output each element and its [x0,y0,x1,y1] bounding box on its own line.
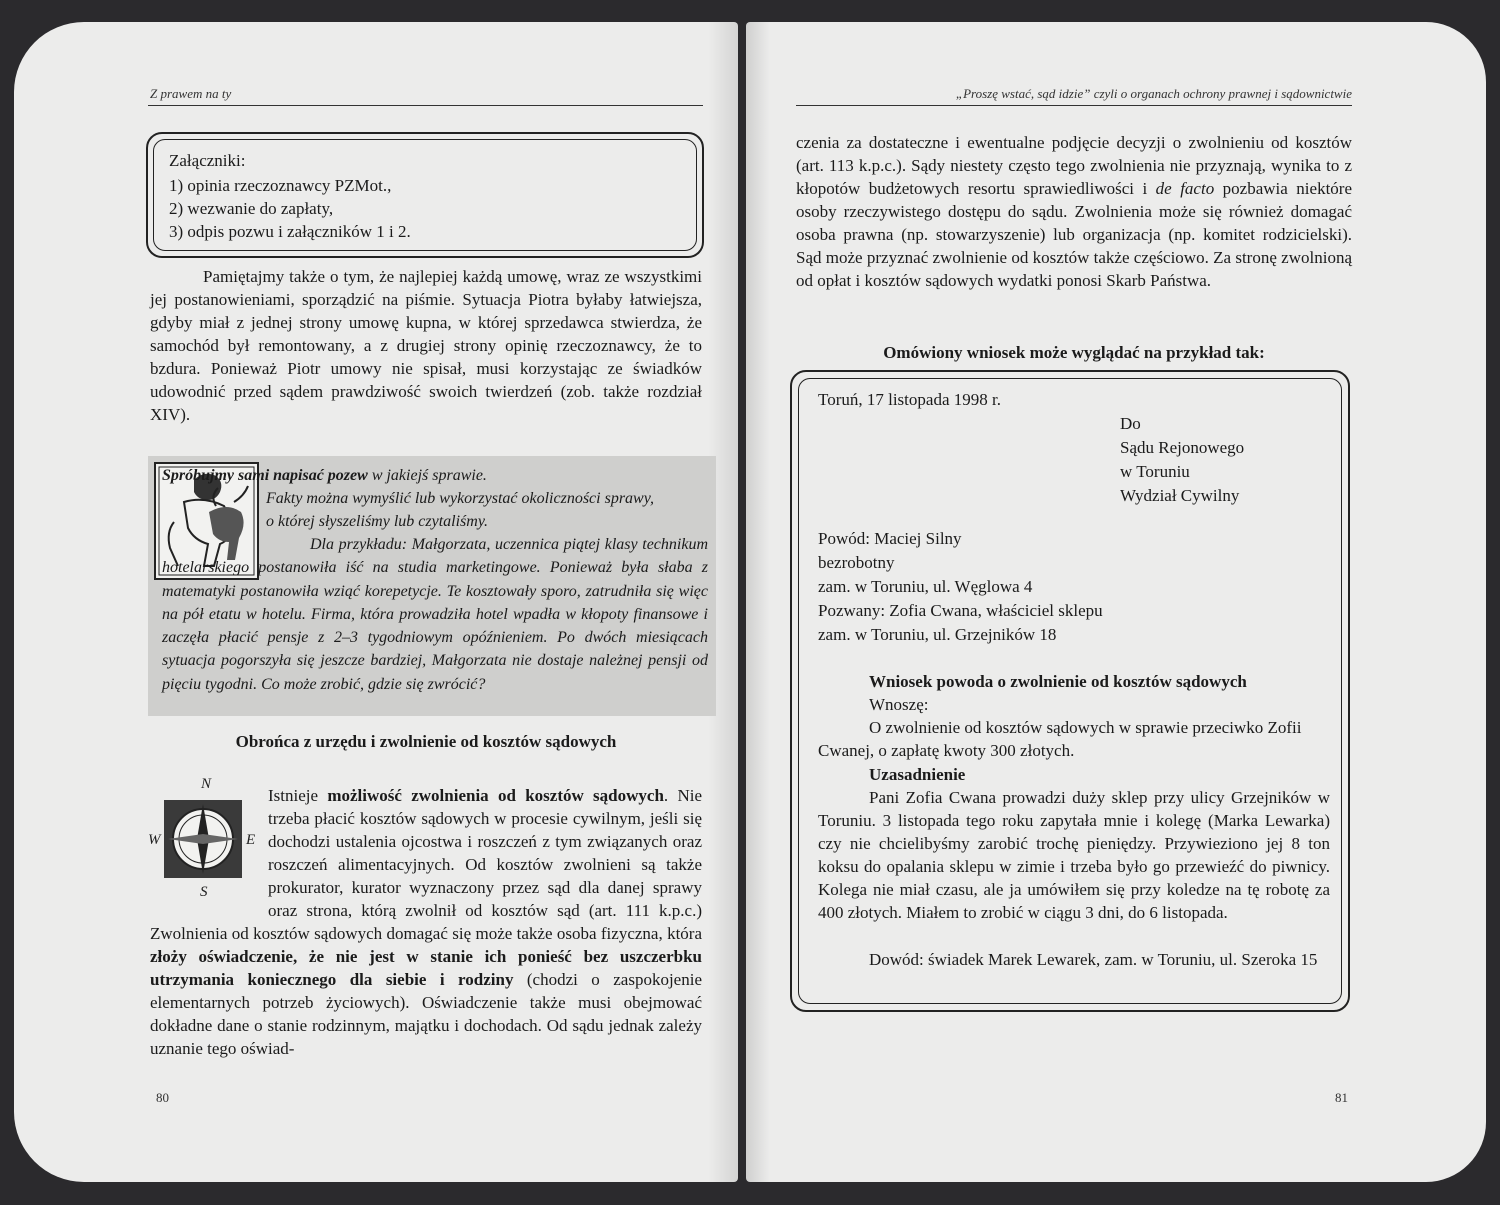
compass-e: E [246,832,256,848]
activity-example: Dla przykładu: Małgorzata, uczennica piątej klasy technikum hotelarskiego postanowiła iść na studia marketingowe. Ponieważ była słaba z matematyki postanowiła wziąć korepetycje. Te kosztowały sporo, zatrudniła się więc na pół etatu w hotelu. Firma, która prowadziła hotel wpadła w kłopoty finansowe i zaczęła płacić pensje z 2–3 tygodniowym opóźnieniem. Po dwóch miesiącach sytuacja pogorszyła się jeszcze bardziej, Małgorzata nie dostaje należnej pensji od pięciu tygodni. Co może zrobić, gdzie się zwrócić? [162,536,708,693]
activity-lead: Spróbujmy sami napisać pozew [162,467,368,484]
compass-n: N [201,776,212,792]
section-text [150,784,702,1060]
letter-addressee-4: Wydział Cywilny [1120,486,1240,505]
section-text-1: Istnieje [268,786,328,805]
exemption-italic: de facto [1155,179,1215,198]
paragraph-exemption [796,131,1352,292]
letter-addressee-3: w Toruniu [1120,462,1190,481]
gutter-shadow [746,22,770,1182]
letter-party-1: Powód: Maciej Silny [818,529,962,548]
section-text-2: . Nie trzeba płacić kosztów sądowych w procesie cywilnym, jeśli się dochodzi ustalenia ojcostwa i roszczeń z tym związanych oraz roszczeń alimentacyjnych. Od kosztów zwolnieni są także prokurator, kurator wyznaczony przez sąd dla danej sprawy oraz strona, którą zwolnił od kosztów sąd (art. 111 k.p.c.) Zwolnienia od kosztów sądowych domagać się może także osoba fizyczna, która [150,786,702,943]
letter-place-date: Toruń, 17 listopada 1998 r. [818,390,1001,409]
activity-line-3: o której słyszeliśmy lub czytaliśmy. [266,513,489,530]
letter-evidence: Dowód: świadek Marek Lewarek, zam. w Toruniu, ul. Szeroka 15 [869,950,1318,969]
letter-party-5: zam. w Toruniu, ul. Grzejników 18 [818,625,1057,644]
attachment-item-3: 3) odpis pozwu i załączników 1 i 2. [169,222,411,241]
letter-justification-text: Pani Zofia Cwana prowadzi duży sklep przy ulicy Grzejników w Toruniu. 3 listopada tego roku zapytała mnie i kolegę (Marka Lewarka) czy nie chcielibyśmy zarobić trochę pieniędzy. Przywieziono jej 8 ton koksu do opalania sklepu w zimie i trzeba było go przewieźć do piwnicy. Kolega nie miał czasu, ale ja umówiłem się przy koledze na tę robotę za 400 złotych. Miałem to zrobić w ciągu 3 dni, do 6 listopada. [818,788,1330,922]
section-bold-1: możliwość zwolnienia od kosztów sądowych [327,786,664,805]
letter-title: Wniosek powoda o zwolnienie od kosztów sądowych [869,672,1247,691]
letter-addressee-2: Sądu Rejonowego [1120,438,1245,457]
letter-request-text: O zwolnienie od kosztów sądowych w sprawie przeciwko Zofii Cwanej, o zapłatę kwoty 300 złotych. [818,718,1302,760]
exemption-text-2: pozbawia niektóre osoby rzeczywistego dostępu do sądu. Zwolnienia może się również domagać osoba prawna (np. stowarzyszenie) lub organizacja (np. komitet rodzicielski). Sąd może przyznać zwolnienie od kosztów także częściowo. Za stronę zwolnioną od opłat i kosztów sądowych wydatki ponosi Skarb Państwa. [796,179,1352,290]
section-text-3: (chodzi o zaspokojenie elementarnych potrzeb życiowych). Oświadczenie także musi obejmować dokładne dane o stanie rodzinnym, majątku i dochodach. Od sądu jednak zależy uznanie tego oświad- [150,970,702,1058]
page-number-left: 80 [156,1090,169,1105]
section-heading: Obrońca z urzędu i zwolnienie od kosztów sądowych [235,732,617,751]
letter-party-2: bezrobotny [818,553,895,572]
activity-line-2: Fakty można wymyślić lub wykorzystać okoliczności sprawy, [266,490,654,507]
exemption-text-1: czenia za dostateczne i ewentualne podjęcie decyzji o zwolnieniu od kosztów (art. 113 k.p.c.). Sądy niestety często tego zwolnienia nie przyznają, wynika to z kłopotów budżetowych resortu sprawiedliwości i [796,133,1352,198]
letter-request-label: Wnoszę: [869,695,929,714]
left-page [14,22,738,1182]
activity-lead-rest: w jakiejś sprawie. [367,467,487,484]
compass-s: S [200,884,208,899]
letter-addressee-1: Do [1120,414,1141,433]
running-header-left: Z prawem na ty [150,86,232,101]
page-number-right: 81 [1335,1090,1348,1105]
attachments-title: Załączniki: [169,151,246,170]
example-heading: Omówiony wniosek może wyglądać na przykład tak: [883,343,1265,362]
attachment-item-2: 2) wezwanie do zapłaty, [169,199,334,218]
activity-line-1 [162,464,712,487]
letter-justification-label: Uzasadnienie [869,765,966,784]
letter-party-4: Pozwany: Zofia Cwana, właściciel sklepu [818,601,1103,620]
header-rule [148,105,703,106]
attachment-item-1: 1) opinia rzeczoznawcy PZMot., [169,176,392,195]
paragraph-contracts: Pamiętajmy także o tym, że najlepiej każdą umowę, wraz ze wszystkimi jej postanowieniami, sporządzić na piśmie. Sytuacja Piotra byłaby łatwiejsza, gdyby miał z jednej strony umowę kupna, w której sprzedawca stwierdza, że samochód był remontowany, a z drugiej strony opinię rzeczoznawcy, że to bzdura. Ponieważ Piotr umowy nie spisał, musi korzystając ze świadków udowodnić przed sądem prawdziwość swoich twierdzeń (zob. także rozdział XIV). [150,267,702,424]
letter-party-3: zam. w Toruniu, ul. Węglowa 4 [818,577,1033,596]
running-header-right: „Proszę wstać, sąd idzie” czyli o organach ochrony prawnej i sądownictwie [955,86,1352,101]
compass-w: W [148,832,161,848]
header-rule [796,105,1352,106]
right-page [746,22,1486,1182]
section-bold-2: złoży oświadczenie, że nie jest w stanie ich ponieść bez uszczerbku utrzymania koniecznego dla siebie i rodziny [150,947,702,989]
